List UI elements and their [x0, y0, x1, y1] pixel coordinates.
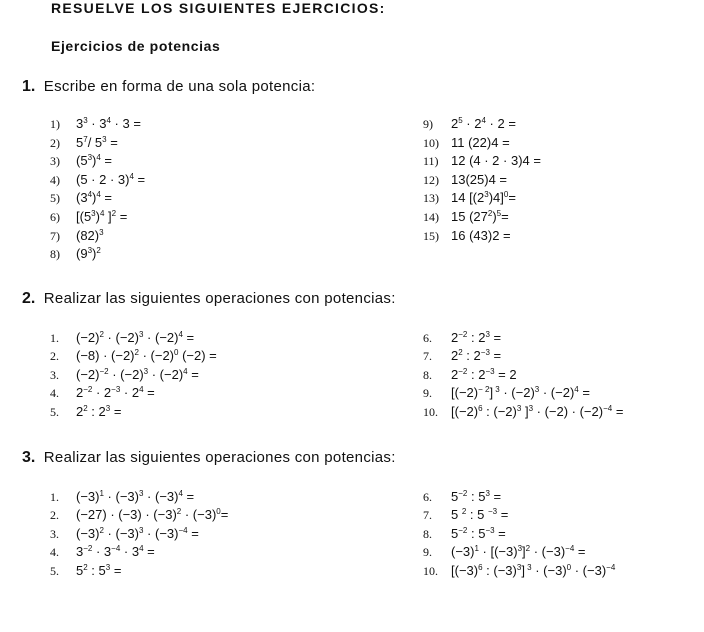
exercise-expression: $2^2$ : $2^3$ = [76, 403, 122, 419]
exercise-item [50, 384, 217, 402]
exercise-item [423, 171, 541, 190]
section-1-right-column [423, 115, 541, 245]
exercise-item [423, 562, 615, 580]
exercise-expression: $(-2)^2 \cdot (-2)^3 \cdot (-2)^4$ = [76, 330, 195, 345]
exercise-item [423, 506, 615, 524]
exercise-expression: $(5^3)^4$ = [76, 153, 113, 169]
exercise-item [50, 366, 217, 384]
exercise-item [423, 543, 615, 561]
exercise-number: 5. [50, 404, 59, 419]
exercise-number: 9) [423, 117, 433, 131]
exercise-item [423, 152, 541, 171]
exercise-item [50, 347, 217, 365]
exercise-item [50, 562, 228, 580]
exercise-expression: 11 (22)4 = [451, 134, 510, 150]
exercise-expression: [$(-3)^6$ : $(-3)^3$] $^3 \cdot (-3)^0 \cdot (-3)^{-4}$ [451, 562, 616, 578]
exercise-expression: $(-27) \cdot (-3) \cdot (-3)^2 \cdot (-3)^0=$ [76, 507, 229, 523]
exercise-expression: $2^{-2}$ : $2^{-3} = 2$ [451, 366, 517, 382]
exercise-item [50, 227, 145, 246]
exercise-expression: $3^3 \cdot 3^4 \cdot 3$ = [76, 116, 141, 131]
exercise-number: 1. [50, 490, 59, 504]
exercise-number: 15) [423, 228, 439, 243]
exercise-number: 9. [423, 386, 432, 401]
exercise-item [50, 488, 228, 506]
exercise-item [423, 384, 623, 402]
exercise-number: 10. [423, 404, 438, 419]
exercise-item [423, 525, 615, 543]
section-1-left-column [50, 115, 145, 264]
exercise-expression: [$(-2)^6$ : $(-2)^3$ ]$^3 \cdot (-2) \cdot (-2)^{-4}$ = [451, 403, 624, 419]
exercise-item [423, 488, 615, 506]
worksheet-title: RESUELVE LOS SIGUIENTES EJERCICIOS: [51, 0, 386, 16]
exercise-number: 4. [50, 386, 59, 401]
exercise-number: 2. [50, 508, 59, 523]
exercise-expression: $2^5 \cdot 2^4 \cdot 2$ = [451, 116, 516, 131]
exercise-item [50, 208, 145, 227]
section-3-left-column [50, 488, 228, 580]
exercise-item [423, 134, 541, 153]
exercise-number: 14) [423, 209, 439, 224]
exercise-number: 3. [50, 526, 59, 541]
exercise-item [50, 403, 217, 421]
exercise-expression: 12 (4 · 2 · 3)4 = [451, 153, 541, 169]
exercise-expression: 14 $[(2^3)4]^0=$ [451, 190, 516, 206]
exercise-expression: $5^2$ : $5^3$ = [76, 562, 122, 578]
worksheet-subtitle: Ejercicios de potencias [51, 38, 221, 54]
exercise-item [423, 227, 541, 246]
exercise-expression: $5^{-2}$ : $5^{-3}$ = [451, 525, 506, 541]
exercise-expression: $(82)^3$ [76, 227, 104, 243]
exercise-number: 4. [50, 545, 59, 560]
exercise-number: 6) [50, 209, 60, 224]
exercise-item [423, 403, 623, 421]
exercise-item [50, 152, 145, 171]
exercise-expression: $(3^4)^4$ = [76, 190, 113, 206]
section-title: Realizar las siguientes operaciones con potencias: [43, 449, 396, 466]
exercise-number: 8) [50, 247, 60, 262]
exercise-expression: $(-2)^{-2} \cdot (-2)^3 \cdot (-2)^4$ = [76, 366, 199, 382]
exercise-expression: $5^7/$ $5^3$ = [76, 134, 118, 150]
exercise-item [423, 366, 623, 384]
exercise-expression: $(-3)^1 \cdot (-3)^3 \cdot (-3)^4$ = [76, 489, 195, 504]
exercise-number: 9. [423, 545, 432, 560]
exercise-number: 2) [50, 135, 60, 150]
exercise-item [50, 245, 145, 264]
exercise-item [50, 171, 145, 190]
exercise-item [423, 208, 541, 227]
exercise-number: 7) [50, 228, 60, 243]
exercise-expression: 13(25)4 = [451, 171, 508, 187]
exercise-item [423, 115, 541, 134]
exercise-expression: $(9^3)^2$ [76, 246, 101, 262]
section-2-left-column [50, 329, 217, 421]
section-3-right-column [423, 488, 615, 580]
exercise-expression: $(-3)^2 \cdot (-3)^3 \cdot (-3)^{-4}$ = [76, 525, 199, 541]
exercise-number: 13) [423, 191, 439, 206]
exercise-number: 1) [50, 117, 60, 131]
exercise-item [50, 189, 145, 208]
exercise-expression: $(-8) \cdot (-2)^2 \cdot (-2)^0$ (−2) = [76, 348, 217, 364]
section-number: 3. [22, 449, 36, 466]
exercise-number: 5) [50, 191, 60, 206]
exercise-expression: $[(-2)^{- 2}] ^3 \cdot (-2)^3 \cdot (-2)^4$ = [451, 385, 590, 401]
exercise-expression: 5 $^2$ : 5 $^{-3}$ = [451, 507, 509, 523]
section-number: 1. [22, 78, 36, 95]
exercise-expression: $2^{-2} \cdot 2^{-3} \cdot 2^4$ = [76, 385, 155, 401]
exercise-expression: $2^2$ : $2^{-3}$ = [451, 348, 502, 364]
exercise-expression: [$(5^3)^4$ ]$^2$ = [76, 208, 128, 224]
exercise-number: 11) [423, 154, 439, 169]
exercise-number: 7. [423, 508, 432, 523]
exercise-number: 2. [50, 349, 59, 364]
exercise-item [423, 347, 623, 365]
exercise-number: 8. [423, 526, 432, 541]
exercise-item [50, 543, 228, 561]
exercise-number: 6. [423, 331, 432, 345]
exercise-number: 8. [423, 367, 432, 382]
exercise-item [50, 134, 145, 153]
exercise-expression: $(5 \cdot 2 \cdot 3)^4$ = [76, 171, 146, 187]
exercise-number: 12) [423, 172, 439, 187]
section-2-heading [22, 290, 396, 308]
exercise-item [50, 525, 228, 543]
section-title: Escribe en forma de una sola potencia: [43, 78, 316, 95]
exercise-item [50, 506, 228, 524]
exercise-number: 1. [50, 331, 59, 345]
exercise-item [423, 189, 541, 208]
exercise-expression: 15 $(27^2)^5=$ [451, 208, 509, 224]
exercise-expression: $3^{-2} \cdot 3^{-4} \cdot 3^4$ = [76, 544, 155, 560]
section-1-heading [22, 78, 315, 96]
section-2-right-column [423, 329, 623, 421]
exercise-expression: $2^{-2}$ : $2^3$ = [451, 330, 502, 345]
exercise-number: 5. [50, 563, 59, 578]
exercise-number: 3. [50, 367, 59, 382]
exercise-number: 3) [50, 154, 60, 169]
exercise-number: 10. [423, 563, 438, 578]
exercise-expression: $(-3)^1 \cdot [(-3)^3]^2 \cdot (-3)^{-4}$ = [451, 544, 586, 560]
exercise-expression: $5^{-2}$ : $5^3$ = [451, 489, 502, 504]
section-number: 2. [22, 290, 36, 307]
section-title: Realizar las siguientes operaciones con potencias: [43, 290, 396, 307]
exercise-number: 10) [423, 135, 439, 150]
exercise-item [50, 115, 145, 134]
exercise-number: 6. [423, 490, 432, 504]
exercise-expression: 16 (43)2 = [451, 227, 511, 243]
exercise-item [50, 329, 217, 347]
exercise-number: 4) [50, 172, 60, 187]
exercise-number: 7. [423, 349, 432, 364]
section-3-heading [22, 449, 396, 467]
exercise-item [423, 329, 623, 347]
